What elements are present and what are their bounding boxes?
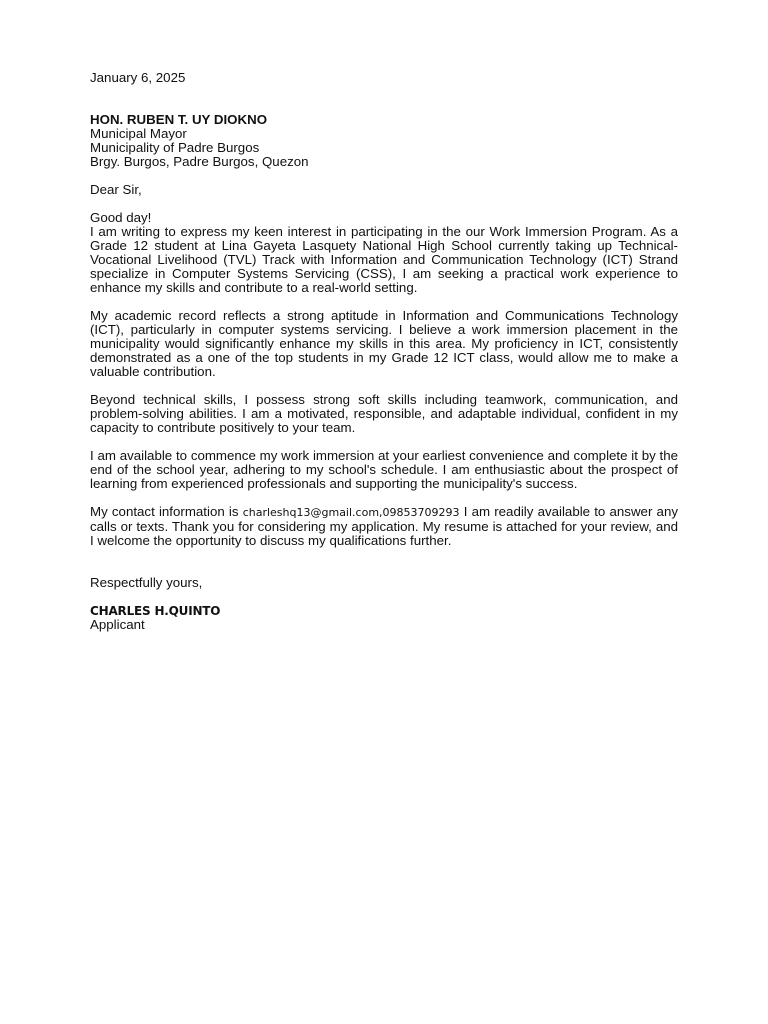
paragraph-availability: I am available to commence my work immersion at your earliest convenience and complete it by the end of the school year, adhering to my school's schedule. I am enthusiastic about the prospect of learning from experienced professionals and supporting the municipality's success. bbox=[90, 448, 678, 491]
signer-name: CHARLES H.QUINTO bbox=[90, 604, 221, 618]
salutation: Dear Sir, bbox=[90, 182, 142, 197]
contact-suffix: I am readily available to answer any calls or texts. Thank you for considering my application. My resume is attached for your review, and I welcome the opportunity to discuss my qualifications further. bbox=[90, 504, 678, 548]
closing: Respectfully yours, bbox=[90, 575, 203, 590]
paragraph-soft-skills: Beyond technical skills, I possess strong soft skills including teamwork, communication, and problem-solving abilities. I am a motivated, responsible, and adaptable individual, confident in my capacity to contribute positively to your team. bbox=[90, 392, 678, 435]
recipient-office: Municipality of Padre Burgos bbox=[90, 140, 260, 155]
recipient-block bbox=[90, 113, 678, 169]
paragraph-academic: My academic record reflects a strong aptitude in Information and Communications Technology (ICT), particularly in computer systems servicing. I believe a work immersion placement in the municipality would significantly enhance my skills in this area. My proficiency in ICT, consistently demonstrated as a one of the top students in my Grade 12 ICT class, would allow me to make a valuable contribution. bbox=[90, 308, 678, 379]
contact-prefix: My contact information is bbox=[90, 504, 239, 519]
paragraph-intro: I am writing to express my keen interest in participating in the our Work Immersion Program. As a Grade 12 student at Lina Gayeta Lasquety National High School currently taking up Technical-Vocational Livelihood (TVL) Track with Information and Communication Technology (ICT) Strand specialize in Computer Systems Servicing (CSS), I am seeking a practical work experience to enhance my skills and contribute to a real-world setting. bbox=[90, 224, 678, 295]
closing-spacer bbox=[90, 562, 678, 576]
paragraph-contact bbox=[90, 505, 678, 548]
signer-role: Applicant bbox=[90, 617, 145, 632]
recipient-title: Municipal Mayor bbox=[90, 126, 187, 141]
recipient-name: HON. RUBEN T. UY DIOKNO bbox=[90, 112, 268, 127]
letter-date: January 6, 2025 bbox=[90, 70, 186, 85]
recipient-address: Brgy. Burgos, Padre Burgos, Quezon bbox=[90, 154, 309, 169]
letter-page bbox=[90, 71, 678, 632]
greeting: Good day! bbox=[90, 210, 152, 225]
contact-details: charleshq13@gmail.com,09853709293 bbox=[242, 506, 460, 519]
